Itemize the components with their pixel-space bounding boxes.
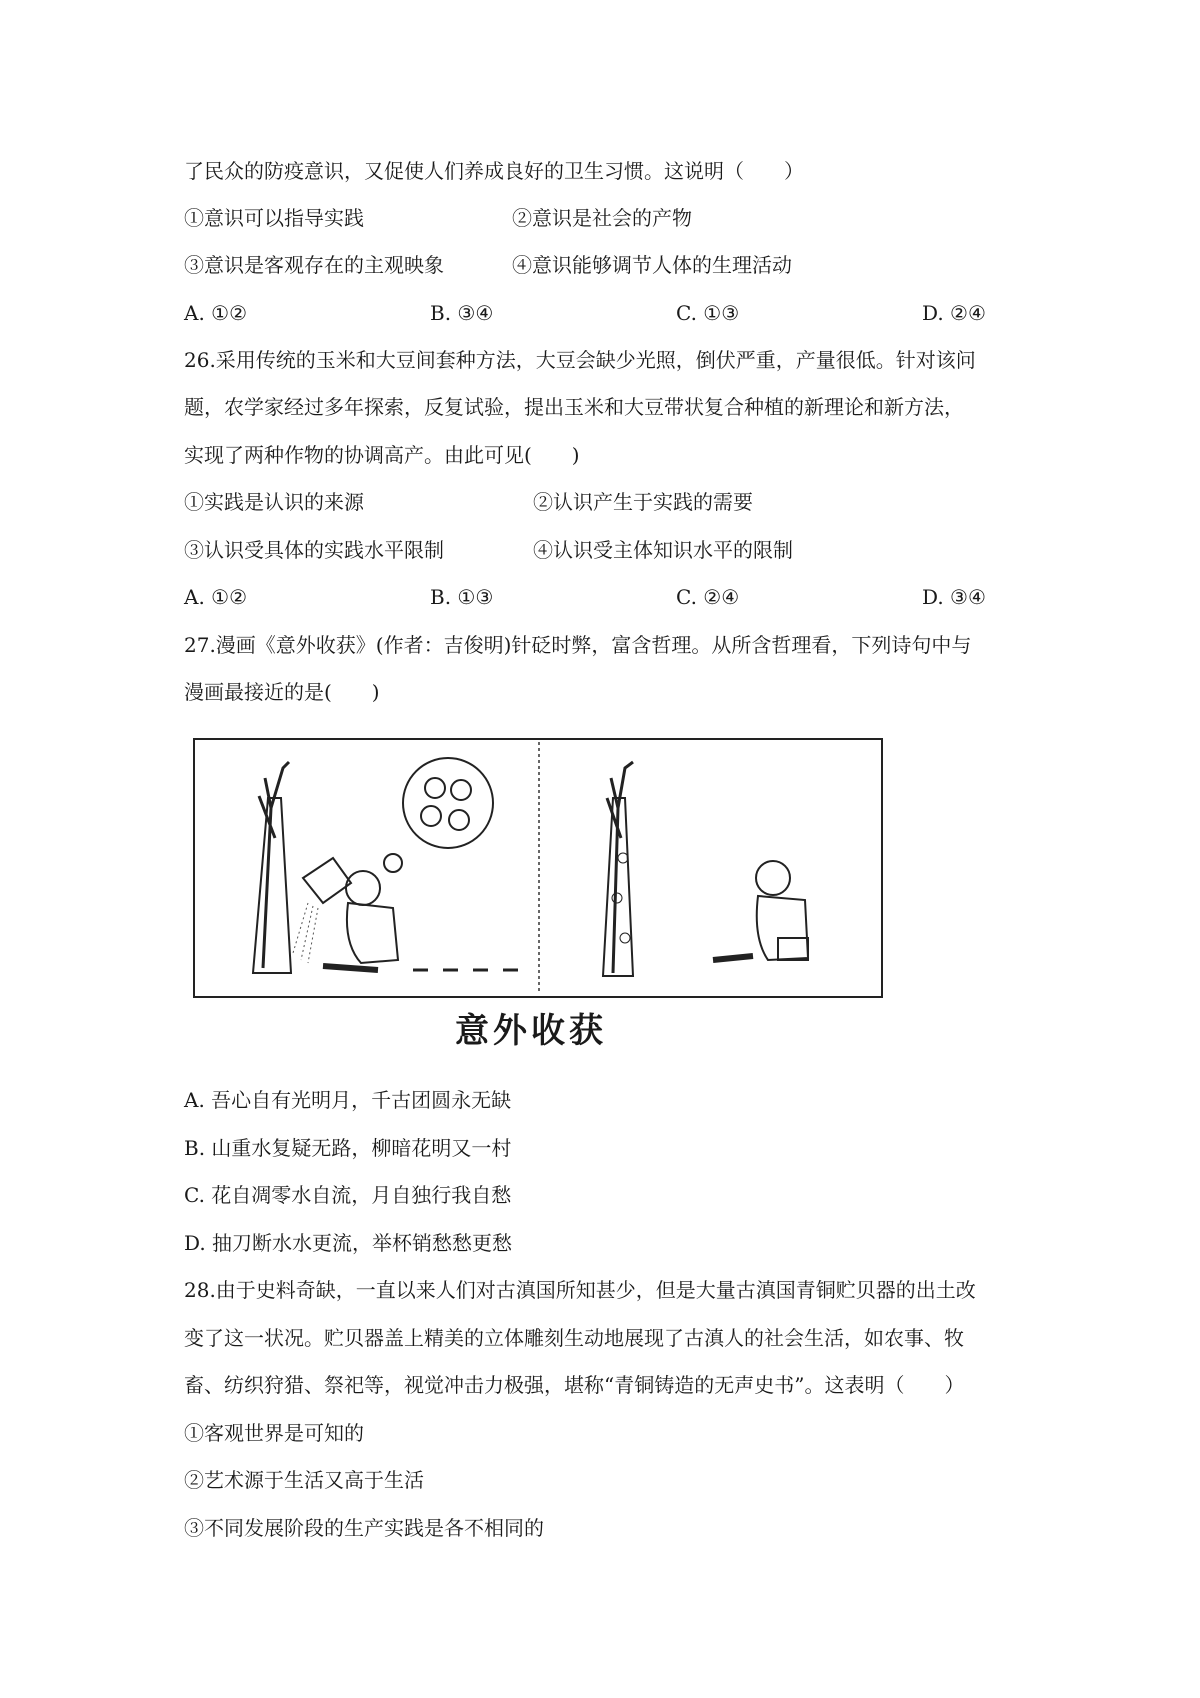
q28-item-2: ②艺术源于生活又高于生活 bbox=[184, 1468, 424, 1492]
q27-stem-line-1: 27.漫画《意外收获》(作者：吉俊明)针砭时弊，富含哲理。从所含哲理看，下列诗句中与 bbox=[184, 633, 972, 657]
q25-choice-b[interactable]: B. ③④ bbox=[430, 301, 494, 325]
q28-item-3: ③不同发展阶段的生产实践是各不相同的 bbox=[184, 1516, 544, 1540]
q25-item-2: ②意识是社会的产物 bbox=[512, 206, 692, 230]
q28-stem-line-2: 变了这一状况。贮贝器盖上精美的立体雕刻生动地展现了古滇人的社会生活，如农事、牧 bbox=[184, 1326, 964, 1350]
q26-item-2: ②认识产生于实践的需要 bbox=[533, 490, 753, 514]
q26-stem-line-2: 题，农学家经过多年探索，反复试验，提出玉米和大豆带状复合种植的新理论和新方法， bbox=[184, 395, 964, 419]
q26-choice-b[interactable]: B. ①③ bbox=[430, 585, 494, 609]
q26-choice-c[interactable]: C. ②④ bbox=[676, 585, 740, 609]
q27-choice-d[interactable]: D. 抽刀断水水更流，举杯销愁愁更愁 bbox=[184, 1231, 513, 1255]
q26-choice-a[interactable]: A. ①② bbox=[184, 585, 248, 609]
q25-choice-c[interactable]: C. ①③ bbox=[676, 301, 740, 325]
cartoon-caption: 意外收获 bbox=[455, 1011, 607, 1051]
q27-stem-line-2: 漫画最接近的是( ) bbox=[184, 680, 380, 704]
q25-item-4: ④意识能够调节人体的生理活动 bbox=[512, 253, 792, 277]
q27-choice-b[interactable]: B. 山重水复疑无路，柳暗花明又一村 bbox=[184, 1136, 512, 1160]
q28-item-1: ①客观世界是可知的 bbox=[184, 1421, 364, 1445]
q25-stem-line: 了民众的防疫意识，又促使人们养成良好的卫生习惯。这说明（ ） bbox=[184, 159, 804, 183]
q25-choice-a[interactable]: A. ①② bbox=[184, 301, 248, 325]
q26-item-3: ③认识受具体的实践水平限制 bbox=[184, 538, 444, 562]
q25-item-1: ①意识可以指导实践 bbox=[184, 206, 364, 230]
q26-choice-d[interactable]: D. ③④ bbox=[922, 585, 986, 609]
q26-item-4: ④认识受主体知识水平的限制 bbox=[533, 538, 793, 562]
q26-item-1: ①实践是认识的来源 bbox=[184, 490, 364, 514]
q25-item-3: ③意识是客观存在的主观映象 bbox=[184, 253, 444, 277]
q27-choice-c[interactable]: C. 花自凋零水自流，月自独行我自愁 bbox=[184, 1183, 512, 1207]
q28-stem-line-1: 28.由于史料奇缺，一直以来人们对古滇国所知甚少，但是大量古滇国青铜贮贝器的出土改 bbox=[184, 1278, 976, 1302]
cartoon-image bbox=[193, 738, 883, 998]
q26-stem-line-3: 实现了两种作物的协调高产。由此可见( ) bbox=[184, 443, 580, 467]
q28-stem-line-3: 畜、纺织狩猎、祭祀等，视觉冲击力极强，堪称“青铜铸造的无声史书”。这表明（ ） bbox=[184, 1373, 965, 1397]
q26-stem-line-1: 26.采用传统的玉米和大豆间套种方法，大豆会缺少光照，倒伏严重，产量很低。针对该问 bbox=[184, 348, 976, 372]
q25-choice-d[interactable]: D. ②④ bbox=[922, 301, 986, 325]
q27-choice-a[interactable]: A. 吾心自有光明月，千古团圆永无缺 bbox=[184, 1088, 512, 1112]
